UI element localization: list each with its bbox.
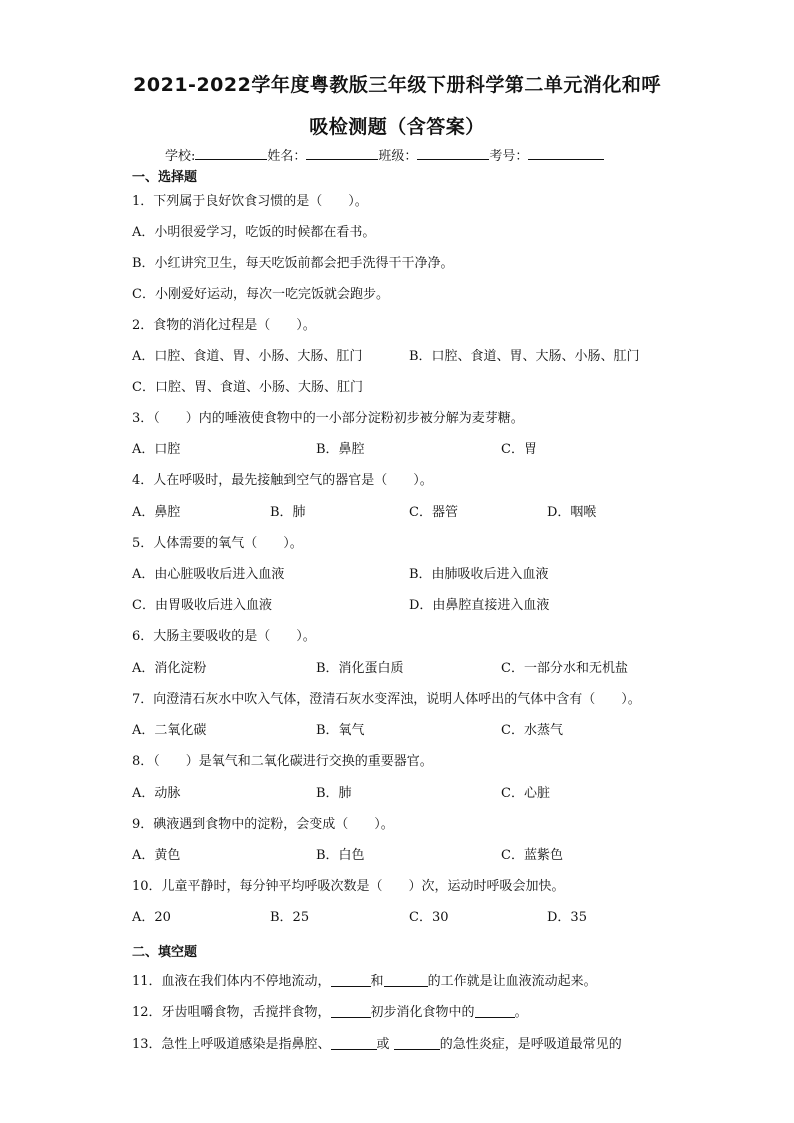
question-stem: 6．大肠主要吸收的是（ ）。 xyxy=(132,629,316,644)
fill-text: 11．血液在我们体内不停地流动， xyxy=(132,974,331,989)
option: C．心脏 xyxy=(501,786,550,801)
option: B．肺 xyxy=(270,505,306,520)
answer-blank[interactable] xyxy=(475,1003,515,1018)
option: C．胃 xyxy=(501,442,537,457)
fill-text: 或 xyxy=(376,1037,394,1052)
answer-blank[interactable] xyxy=(331,1003,371,1018)
option: B．25 xyxy=(270,910,310,925)
question-stem: 8．（ ）是氧气和二氧化碳进行交换的重要器官。 xyxy=(132,754,433,769)
option: A．鼻腔 xyxy=(132,505,181,520)
option: A．由心脏吸收后进入血液 xyxy=(132,567,285,582)
fill-text: 的急性炎症，是呼吸道最常见的 xyxy=(439,1037,622,1052)
fill-question xyxy=(132,972,597,990)
question-stem: 2．食物的消化过程是（ ）。 xyxy=(132,318,316,333)
option: B．白色 xyxy=(316,848,365,863)
option: C．一部分水和无机盐 xyxy=(501,661,628,676)
fill-question xyxy=(132,1003,528,1021)
option: B．消化蛋白质 xyxy=(316,661,404,676)
answer-blank[interactable] xyxy=(384,972,428,987)
option: A．20 xyxy=(132,910,171,925)
number-label: 考号： xyxy=(489,149,529,164)
question-stem: 3．（ ）内的唾液使食物中的一小部分淀粉初步被分解为麦芽糖。 xyxy=(132,411,524,426)
option: B．鼻腔 xyxy=(316,442,365,457)
answer-blank[interactable] xyxy=(394,1035,440,1050)
answer-blank[interactable] xyxy=(331,972,371,987)
option: C．器管 xyxy=(409,505,458,520)
fill-text: 。 xyxy=(514,1005,528,1020)
option: C．30 xyxy=(409,910,449,925)
fill-text: 13．急性上呼吸道感染是指鼻腔、 xyxy=(132,1037,331,1052)
option: A．消化淀粉 xyxy=(132,661,207,676)
fill-text: 和 xyxy=(370,974,384,989)
option: A．二氧化碳 xyxy=(132,723,207,738)
option: A．黄色 xyxy=(132,848,181,863)
fill-text: 12．牙齿咀嚼食物，舌搅拌食物， xyxy=(132,1005,331,1020)
name-label: 姓名： xyxy=(267,149,307,164)
question-stem: 4．人在呼吸时，最先接触到空气的器官是（ ）。 xyxy=(132,473,433,488)
title-line-1: 2021-2022学年度粤教版三年级下册科学第二单元消化和呼 xyxy=(133,74,661,96)
option: A．动脉 xyxy=(132,786,181,801)
option: A．口腔 xyxy=(132,442,181,457)
option: C．水蒸气 xyxy=(501,723,563,738)
option: D．咽喉 xyxy=(547,505,597,520)
question-stem: 1．下列属于良好饮食习惯的是（ ）。 xyxy=(132,194,368,209)
option: B．由肺吸收后进入血液 xyxy=(409,567,549,582)
number-blank[interactable] xyxy=(528,145,604,160)
question-stem: 7．向澄清石灰水中吹入气体，澄清石灰水变浑浊，说明人体呼出的气体中含有（ ）。 xyxy=(132,692,641,707)
class-blank[interactable] xyxy=(417,145,489,160)
fill-text: 的工作就是让血液流动起来。 xyxy=(427,974,597,989)
school-blank[interactable] xyxy=(195,145,267,160)
fill-question xyxy=(132,1035,622,1053)
option: C．由胃吸收后进入血液 xyxy=(132,598,272,613)
school-label: 学校: xyxy=(165,149,196,164)
class-label: 班级： xyxy=(378,149,418,164)
option: C．口腔、胃、食道、小肠、大肠、肛门 xyxy=(132,380,363,395)
answer-blank[interactable] xyxy=(331,1035,377,1050)
option: C．小刚爱好运动，每次一吃完饭就会跑步。 xyxy=(132,287,389,302)
fill-text: 初步消化食物中的 xyxy=(370,1005,475,1020)
option: D．35 xyxy=(547,910,587,925)
question-stem: 5．人体需要的氧气（ ）。 xyxy=(132,536,303,551)
option: B．口腔、食道、胃、大肠、小肠、肛门 xyxy=(409,349,640,364)
question-stem: 9．碘液遇到食物中的淀粉，会变成（ ）。 xyxy=(132,817,394,832)
option: B．肺 xyxy=(316,786,352,801)
option: B．氧气 xyxy=(316,723,365,738)
question-stem: 10．儿童平静时，每分钟平均呼吸次数是（ ）次，运动时呼吸会加快。 xyxy=(132,879,565,894)
student-info-row xyxy=(165,145,604,164)
option: C．蓝紫色 xyxy=(501,848,563,863)
option: D．由鼻腔直接进入血液 xyxy=(409,598,550,613)
option: A．小明很爱学习，吃饭的时候都在看书。 xyxy=(132,225,376,240)
title-line-2: 吸检测题（含答案） xyxy=(309,116,485,138)
name-blank[interactable] xyxy=(306,145,378,160)
section-fill-in: 二、填空题 xyxy=(132,945,198,960)
option: B．小红讲究卫生，每天吃饭前都会把手洗得干干净净。 xyxy=(132,256,454,271)
option: A．口腔、食道、胃、小肠、大肠、肛门 xyxy=(132,349,363,364)
section-multiple-choice: 一、选择题 xyxy=(132,170,198,185)
